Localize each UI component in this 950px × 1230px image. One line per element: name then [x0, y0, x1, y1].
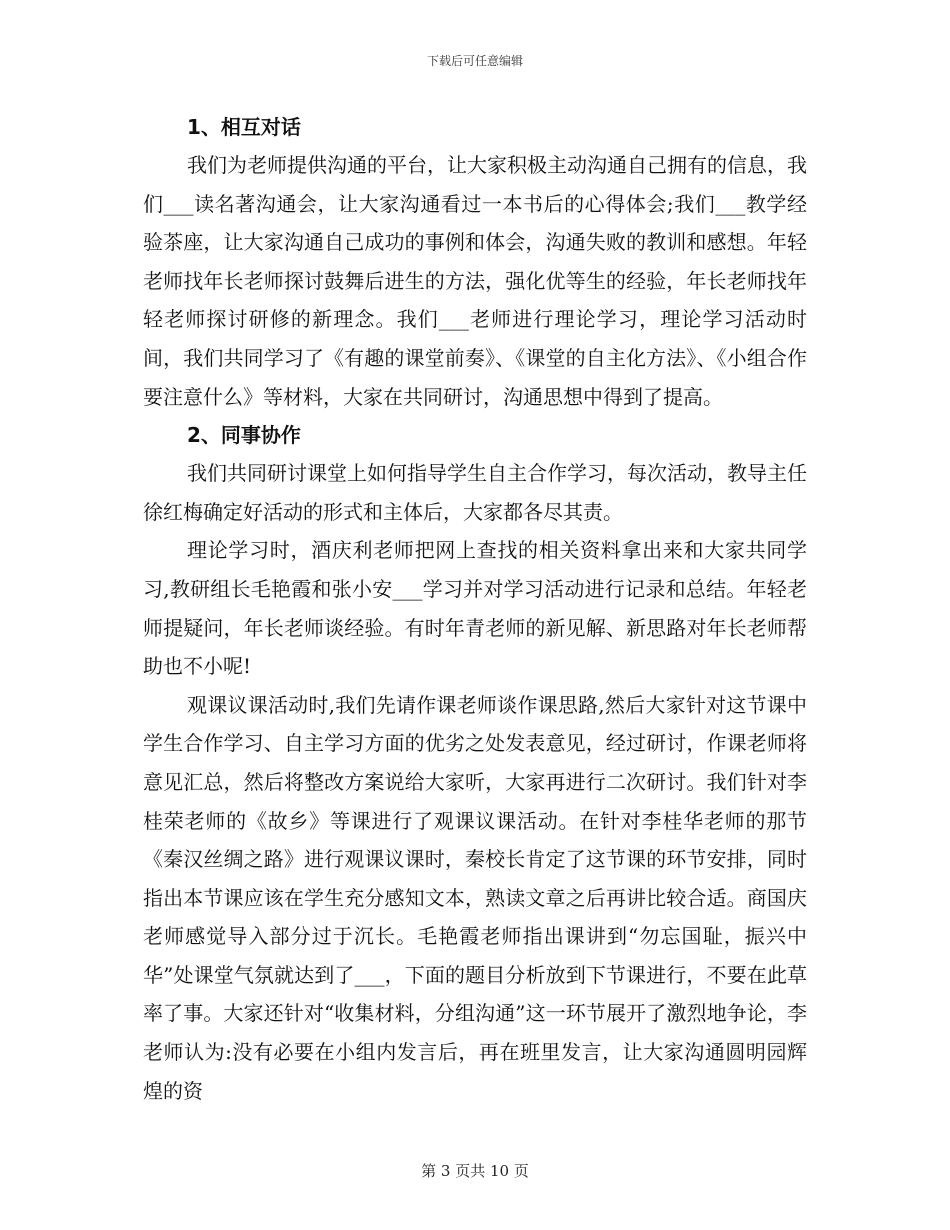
section-colleague-collaboration	[143, 416, 807, 1110]
body-paragraph: 我们共同研讨课堂上如何指导学生自主合作学习，每次活动，教导主任徐红梅确定好活动的形式和主体后，大家都各尽其责。	[143, 461, 807, 524]
page-number: 第 3 页共 10 页	[421, 1162, 529, 1180]
document-body	[143, 108, 807, 1110]
section-mutual-dialogue	[143, 108, 807, 416]
section-heading: 2、同事协作	[187, 423, 301, 448]
section-heading: 1、相互对话	[187, 115, 301, 139]
body-paragraph: 观课议课活动时,我们先请作课老师谈作课思路,然后大家针对这节课中学生合作学习、自主学习方面的优劣之处发表意见，经过研讨，作课老师将意见汇总，然后将整改方案说给大家听，大家再进行二次研讨。我们针对李桂荣老师的《故乡》等课进行了观课议课活动。在针对李桂华老师的那节《秦汉丝绸之路》进行观课议课时，秦校长肯定了这节课的环节安排，同时指出本节课应该在学生充分感知文本，熟读文章之后再讲比较合适。商国庆老师感觉导入部分过于沉长。毛艳霞老师指出课讲到“勿忘国耻，振兴中华”处课堂气氛就达到了___，下面的题目分析放到下节课进行，不要在此草率了事。大家还针对“收集材料，分组沟通”这一环节展开了激烈地争论，李老师认为:没有必要在小组内发言后，再在班里发言，让大家沟通圆明园辉煌的资	[143, 692, 807, 1103]
page-header-note: 下载后可任意编辑	[426, 54, 523, 68]
body-paragraph: 我们为老师提供沟通的平台，让大家积极主动沟通自己拥有的信息，我们___读名著沟通会，让大家沟通看过一本书后的心得体会;我们___教学经验茶座，让大家沟通自己成功的事例和体会，沟通失败的教训和感想。年轻老师找年长老师探讨鼓舞后进生的方法，强化优等生的经验，年长老师找年轻老师探讨研修的新理念。我们___老师进行理论学习，理论学习活动时间，我们共同学习了《有趣的课堂前奏》、《课堂的自主化方法》、《小组合作要注意什么》等材料，大家在共同研讨，沟通思想中得到了提高。	[143, 153, 807, 409]
body-paragraph: 理论学习时，酒庆利老师把网上查找的相关资料拿出来和大家共同学习,教研组长毛艳霞和张小安___学习并对学习活动进行记录和总结。年轻老师提疑问，年长老师谈经验。有时年青老师的新见解、新思路对年长老师帮助也不小呢!	[143, 538, 807, 679]
